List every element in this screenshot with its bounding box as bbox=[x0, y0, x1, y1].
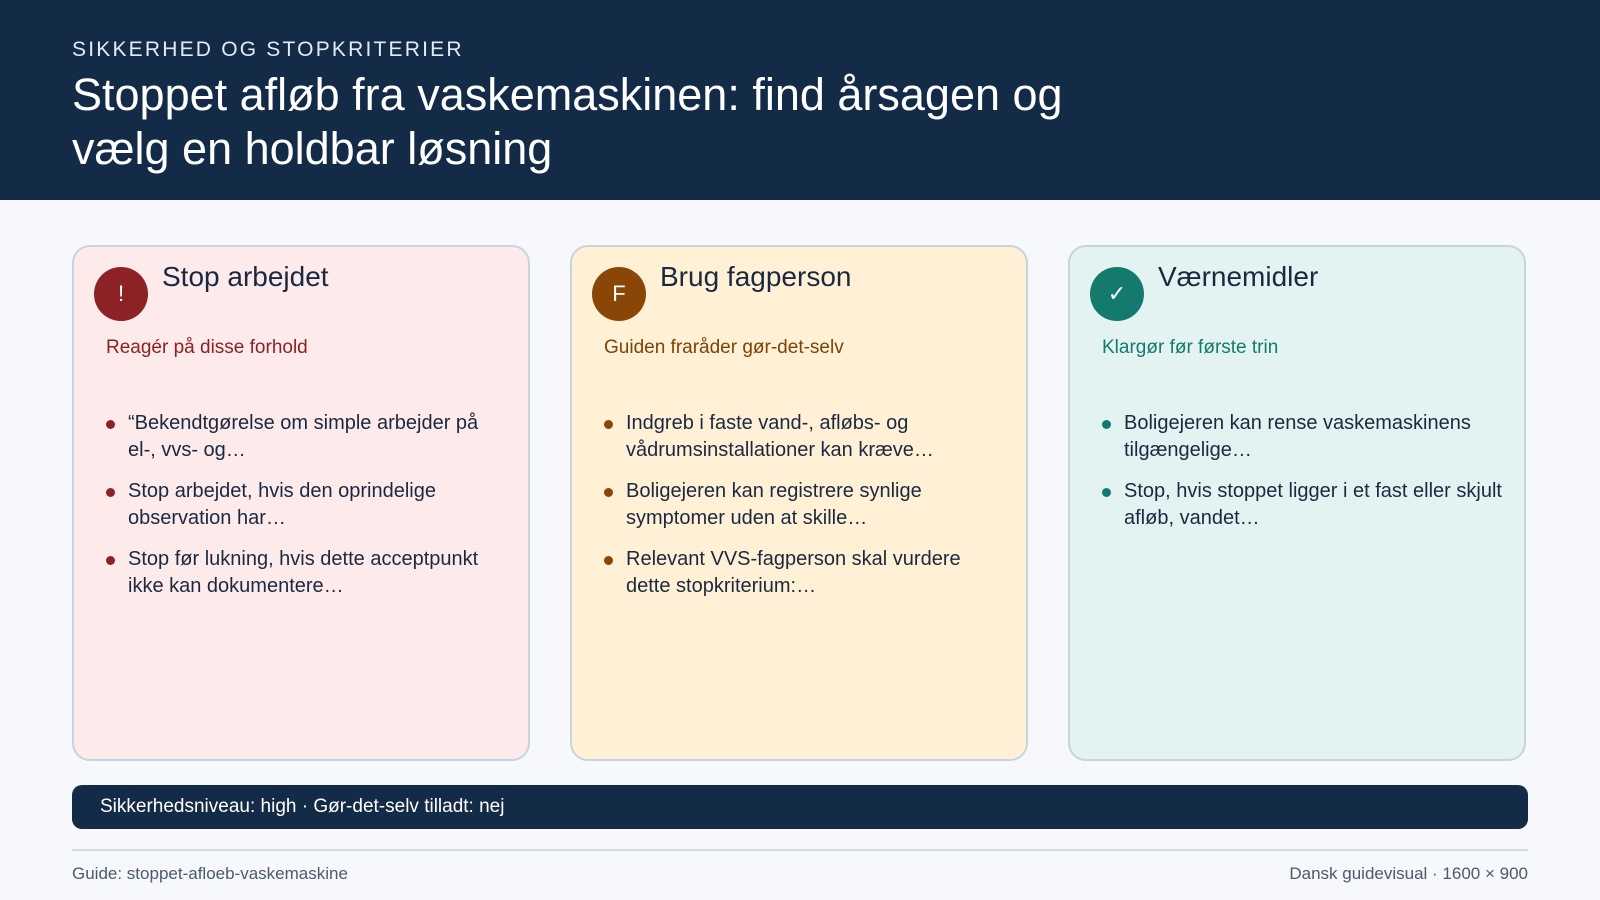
bullet-list bbox=[1102, 410, 1502, 546]
bullet-list bbox=[604, 410, 1004, 614]
list-item bbox=[604, 546, 1004, 600]
bullet-dot-icon bbox=[1102, 488, 1111, 497]
card-title: Stop arbejdet bbox=[162, 261, 329, 292]
list-item-text: Boligejeren kan registrere synlige symptomer uden at skille… bbox=[626, 480, 922, 529]
list-item-text: Stop før lukning, hvis dette acceptpunkt ikke kan dokumentere… bbox=[128, 548, 479, 597]
list-item-text: Stop arbejdet, hvis den oprindelige observation har… bbox=[128, 480, 436, 529]
list-item-text: Boligejeren kan rense vaskemaskinens tilgængelige… bbox=[1124, 412, 1471, 461]
list-item-text: Stop, hvis stoppet ligger i et fast eller skjult afløb, vandet… bbox=[1124, 480, 1502, 529]
list-item-text: Relevant VVS-fagperson skal vurdere dette stopkriterium:… bbox=[626, 548, 961, 597]
card-title: Brug fagperson bbox=[660, 261, 852, 292]
exclamation-icon: ! bbox=[94, 267, 148, 321]
bullet-dot-icon bbox=[1102, 420, 1111, 429]
footer-meta: Dansk guidevisual · 1600 × 900 bbox=[1289, 864, 1528, 883]
bullet-dot-icon bbox=[106, 420, 115, 429]
list-item bbox=[106, 478, 506, 532]
list-item bbox=[106, 410, 506, 464]
bullet-dot-icon bbox=[604, 556, 613, 565]
bullet-dot-icon bbox=[604, 420, 613, 429]
bullet-dot-icon bbox=[106, 556, 115, 565]
list-item-text: “Bekendtgørelse om simple arbejder på el-, vvs- og… bbox=[128, 412, 479, 461]
safety-status-bar: Sikkerhedsniveau: high · Gør-det-selv tilladt: nej bbox=[72, 785, 1528, 829]
header-banner bbox=[0, 0, 1600, 200]
list-item bbox=[604, 410, 1004, 464]
list-item bbox=[1102, 410, 1502, 464]
section-eyebrow: SIKKERHED OG STOPKRITERIER bbox=[72, 38, 464, 61]
bullet-dot-icon bbox=[106, 488, 115, 497]
card-title: Værnemidler bbox=[1158, 261, 1319, 292]
card-subtitle: Klargør før første trin bbox=[1102, 337, 1279, 358]
bullet-list bbox=[106, 410, 506, 614]
list-item-text: Indgreb i faste vand-, afløbs- og vådrumsinstallationer kan kræve… bbox=[626, 412, 934, 461]
bullet-dot-icon bbox=[604, 488, 613, 497]
card-subtitle: Guiden fraråder gør-det-selv bbox=[604, 337, 844, 358]
card-use-professional bbox=[570, 245, 1028, 761]
list-item bbox=[106, 546, 506, 600]
list-item bbox=[604, 478, 1004, 532]
page-title: Stoppet afløb fra vaskemaskinen: find årsagen og vælg en holdbar løsning bbox=[72, 69, 1063, 174]
list-item bbox=[1102, 478, 1502, 532]
card-subtitle: Reagér på disse forhold bbox=[106, 337, 308, 358]
footer-guide-id: Guide: stoppet-afloeb-vaskemaskine bbox=[72, 864, 348, 883]
card-stop-work bbox=[72, 245, 530, 761]
letter-f-icon: F bbox=[592, 267, 646, 321]
checkmark-icon: ✓ bbox=[1090, 267, 1144, 321]
card-protective-gear bbox=[1068, 245, 1526, 761]
footer-divider bbox=[72, 849, 1528, 851]
